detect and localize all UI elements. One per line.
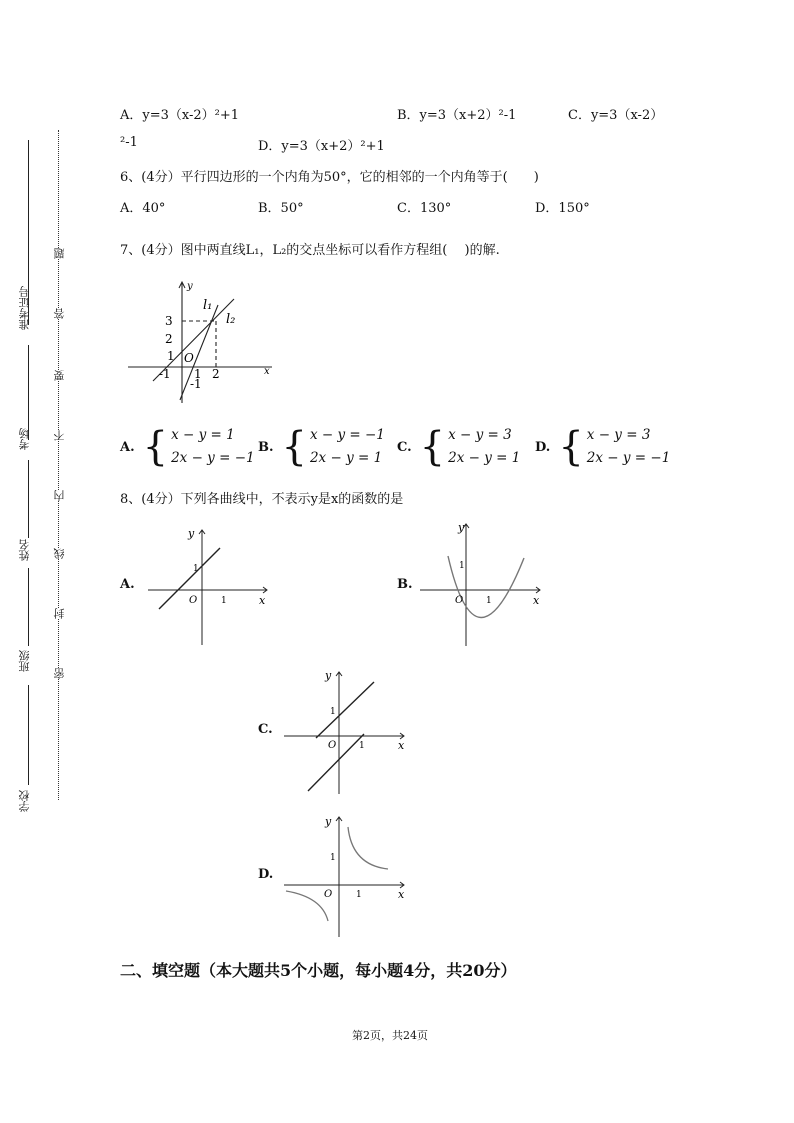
q8-graph-c [282, 668, 412, 796]
q8-stem: 8、(4分）下列各曲线中，不表示y是x的函数的是 [120, 492, 404, 507]
field-line-3 [28, 460, 29, 538]
q7-axis-y-label: y [187, 281, 193, 292]
q8-graph-d [282, 813, 412, 939]
q8-option-d-label: D. [258, 867, 274, 882]
q8-b-x-label: x [533, 594, 540, 607]
q7-option-d-label: D. [535, 439, 551, 455]
q8-graph-b [418, 520, 548, 648]
q7-tick-y1: 1 [167, 349, 175, 363]
q6-stem: 6、(4分）平行四边形的一个内角为50°，它的相邻的一个内角等于( ) [120, 170, 539, 185]
q6-option-d: D．150° [535, 201, 590, 216]
brace-icon: { [281, 424, 307, 470]
seal-dotted-line [58, 130, 59, 800]
q8-c-tick-x: 1 [359, 741, 365, 751]
field-line-4 [28, 568, 29, 646]
q5-option-c-cont: ²-1 [120, 135, 138, 150]
brace-icon: { [558, 424, 584, 470]
q8-a-tick-x: 1 [221, 596, 227, 606]
seal-char: 答 [53, 308, 66, 319]
q7-option-d [535, 424, 670, 470]
field-label-name: 姓名 [18, 539, 31, 561]
q8-b-tick-x: 1 [486, 596, 492, 606]
q6-option-b: B．50° [258, 201, 304, 216]
q6-option-c: C．130° [397, 201, 452, 216]
seal-char: 要 [53, 370, 66, 381]
q7-d-eq1: x − y = 3 [586, 427, 651, 443]
q7-a-eq1: x − y = 1 [171, 427, 235, 443]
q7-l1-label: l₁ [203, 298, 213, 313]
q6-option-a: A．40° [120, 201, 166, 216]
q7-option-b-label: B. [258, 439, 274, 455]
seal-char: 线 [53, 548, 66, 559]
seal-char: 内 [53, 490, 66, 501]
seal-char: 题 [53, 248, 66, 259]
q8-d-y-label: y [325, 815, 332, 828]
q8-d-tick-y: 1 [330, 853, 336, 863]
q8-option-a-label: A. [120, 577, 135, 592]
q7-tick-yneg1: -1 [190, 377, 202, 391]
q5-option-b: B．y=3（x+2）²-1 [397, 108, 517, 123]
q7-c-eq2: 2x − y = 1 [448, 450, 521, 466]
q7-option-a-label: A. [120, 439, 135, 455]
section-2-heading: 二、填空题（本大题共5个小题，每小题4分，共20分） [120, 961, 517, 980]
field-label-class: 班级 [18, 650, 31, 672]
q7-b-eq2: 2x − y = 1 [309, 450, 383, 466]
q7-tick-xneg1: -1 [159, 367, 171, 381]
seal-char: 密 [53, 668, 66, 679]
q7-option-c [397, 424, 520, 470]
field-line-5 [28, 685, 29, 785]
q7-axis-x-label: x [264, 366, 270, 377]
q8-d-origin: O [324, 889, 333, 900]
brace-icon: { [142, 424, 169, 470]
q7-tick-y2: 2 [165, 332, 173, 346]
q7-graph [122, 278, 282, 410]
q7-c-eq1: x − y = 3 [448, 427, 512, 443]
q8-a-origin: O [189, 595, 198, 606]
q7-tick-y3: 3 [165, 314, 173, 328]
q7-d-eq2: 2x − y = −1 [586, 450, 671, 466]
q8-b-origin: O [455, 595, 464, 606]
q8-d-x-label: x [398, 888, 405, 901]
seal-char: 不 [53, 430, 66, 441]
q8-d-tick-x: 1 [356, 890, 362, 900]
field-label-exam-room: 考场 [18, 428, 31, 450]
q7-a-eq2: 2x − y = −1 [171, 450, 255, 466]
seal-char: 封 [53, 608, 66, 619]
q8-c-x-label: x [398, 739, 405, 752]
q8-c-y-label: y [325, 669, 332, 682]
q7-option-a [120, 424, 255, 470]
field-line-2 [28, 345, 29, 440]
q5-option-a: A．y=3（x-2）²+1 [120, 108, 240, 123]
q8-option-b-label: B. [397, 577, 413, 592]
q8-option-c-label: C. [258, 722, 273, 737]
q8-a-x-label: x [259, 594, 266, 607]
q8-a-tick-y: 1 [193, 564, 199, 574]
q7-b-eq1: x − y = −1 [309, 427, 385, 443]
q5-option-d: D．y=3（x+2）²+1 [258, 139, 385, 154]
q7-tick-x2: 2 [212, 367, 220, 381]
q8-graph-a [145, 525, 275, 647]
field-label-school: 学校 [18, 790, 31, 812]
q7-option-c-label: C. [397, 439, 412, 455]
brace-icon: { [419, 424, 446, 470]
q8-c-tick-y: 1 [330, 707, 336, 717]
q7-origin-label: O [184, 351, 194, 365]
q7-l2-label: l₂ [226, 312, 236, 327]
page-footer: 第2页，共24页 [352, 1029, 428, 1042]
q7-stem: 7、(4分）图中两直线L₁，L₂的交点坐标可以看作方程组( )的解. [120, 243, 500, 258]
q5-option-c: C．y=3（x-2） [568, 108, 664, 123]
q8-b-tick-y: 1 [459, 561, 465, 571]
q8-a-y-label: y [188, 527, 195, 540]
q7-tick-x1: 1 [194, 367, 202, 381]
q8-c-origin: O [328, 740, 337, 751]
q8-b-y-label: y [458, 521, 465, 534]
q7-option-b [258, 424, 385, 470]
field-label-exam-id: 准考证号 [18, 286, 31, 330]
